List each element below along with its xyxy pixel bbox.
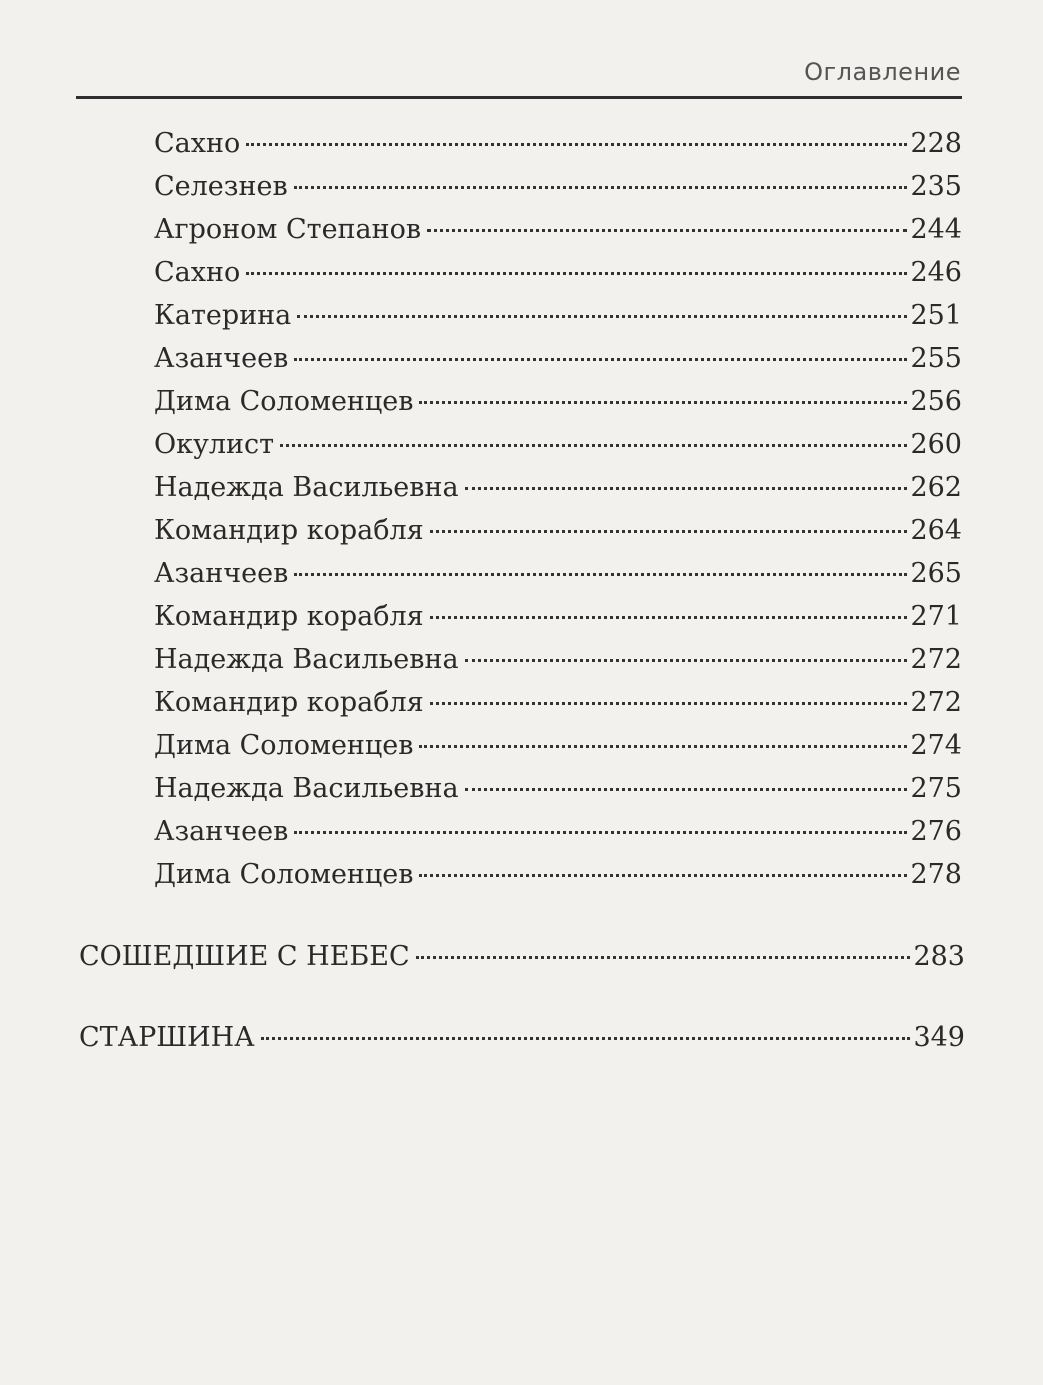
dot-leader	[430, 530, 908, 533]
dot-leader	[419, 745, 907, 748]
dot-leader	[294, 573, 907, 576]
toc-entry-title: Командир корабля	[154, 515, 424, 546]
toc-entry-page: 262	[910, 472, 962, 503]
toc-entry-title: Агроном Степанов	[154, 214, 422, 245]
toc-entry-title: Надежда Васильевна	[154, 773, 459, 804]
toc-entry	[154, 170, 962, 204]
toc-entry	[154, 213, 962, 247]
toc-entry-title: Надежда Васильевна	[154, 644, 459, 675]
toc-entry	[154, 772, 962, 806]
dot-leader	[294, 186, 908, 189]
toc-section-entry	[79, 1021, 965, 1055]
dot-leader	[246, 272, 907, 275]
toc-entry-title: Дима Соломенцев	[154, 859, 414, 890]
toc-entry-page: 251	[910, 300, 962, 331]
dot-leader	[416, 956, 911, 959]
toc-entry-page: 244	[910, 214, 962, 245]
dot-leader	[419, 874, 907, 877]
toc-entry-page: 255	[910, 343, 962, 374]
toc-entry	[154, 256, 962, 290]
dot-leader	[465, 487, 908, 490]
dot-leader	[294, 831, 907, 834]
toc-entry-page: 271	[910, 601, 962, 632]
toc-entry	[154, 729, 962, 763]
toc-section-entry	[79, 940, 965, 974]
toc-entry	[154, 127, 962, 161]
toc-section-page: 349	[913, 1022, 965, 1053]
toc-entry	[154, 686, 962, 720]
toc-entry-title: Сахно	[154, 257, 241, 288]
toc-entry-title: Азанчеев	[154, 343, 289, 374]
toc-entry-title: Дима Соломенцев	[154, 730, 414, 761]
toc-entry-title: Катерина	[154, 300, 292, 331]
toc-entry-title: Сахно	[154, 128, 241, 159]
toc-entry-page: 278	[910, 859, 962, 890]
toc-entry	[154, 643, 962, 677]
toc-section-title: СТАРШИНА	[79, 1022, 255, 1053]
toc-entry-page: 228	[910, 128, 962, 159]
toc-entry	[154, 557, 962, 591]
toc-entry-page: 274	[910, 730, 962, 761]
toc-entry-title: Командир корабля	[154, 687, 424, 718]
dot-leader	[465, 659, 908, 662]
dot-leader	[297, 315, 907, 318]
header-rule	[76, 96, 962, 99]
toc-entry-page: 246	[910, 257, 962, 288]
toc-entry	[154, 815, 962, 849]
running-head: Оглавление	[804, 58, 961, 86]
toc-entry-page: 275	[910, 773, 962, 804]
toc-entry	[154, 385, 962, 419]
toc-entry-title: Надежда Васильевна	[154, 472, 459, 503]
toc-entry-title: Азанчеев	[154, 816, 289, 847]
toc-entry	[154, 299, 962, 333]
toc-entry-page: 276	[910, 816, 962, 847]
dot-leader	[465, 788, 908, 791]
dot-leader	[427, 229, 907, 232]
toc-entry-title: Командир корабля	[154, 601, 424, 632]
toc-entry-page: 264	[910, 515, 962, 546]
toc-entry-title: Селезнев	[154, 171, 288, 202]
toc-entry	[154, 858, 962, 892]
toc-entry	[154, 471, 962, 505]
dot-leader	[246, 143, 907, 146]
toc-entry-title: Азанчеев	[154, 558, 289, 589]
toc-entry-title: Окулист	[154, 429, 275, 460]
toc-entry	[154, 514, 962, 548]
toc-entry-page: 265	[910, 558, 962, 589]
toc-entry	[154, 342, 962, 376]
toc-entry-page: 272	[910, 687, 962, 718]
dot-leader	[280, 444, 907, 447]
toc-section-title: СОШЕДШИЕ С НЕБЕС	[79, 941, 410, 972]
dot-leader	[294, 358, 907, 361]
toc-entry-page: 256	[910, 386, 962, 417]
toc-entry	[154, 428, 962, 462]
dot-leader	[430, 616, 908, 619]
dot-leader	[419, 401, 907, 404]
toc-entry-title: Дима Соломенцев	[154, 386, 414, 417]
toc-entry-page: 235	[910, 171, 962, 202]
toc-entry-page: 272	[910, 644, 962, 675]
toc-section-page: 283	[913, 941, 965, 972]
dot-leader	[261, 1037, 911, 1040]
toc-entry-page: 260	[910, 429, 962, 460]
toc-entry	[154, 600, 962, 634]
dot-leader	[430, 702, 908, 705]
